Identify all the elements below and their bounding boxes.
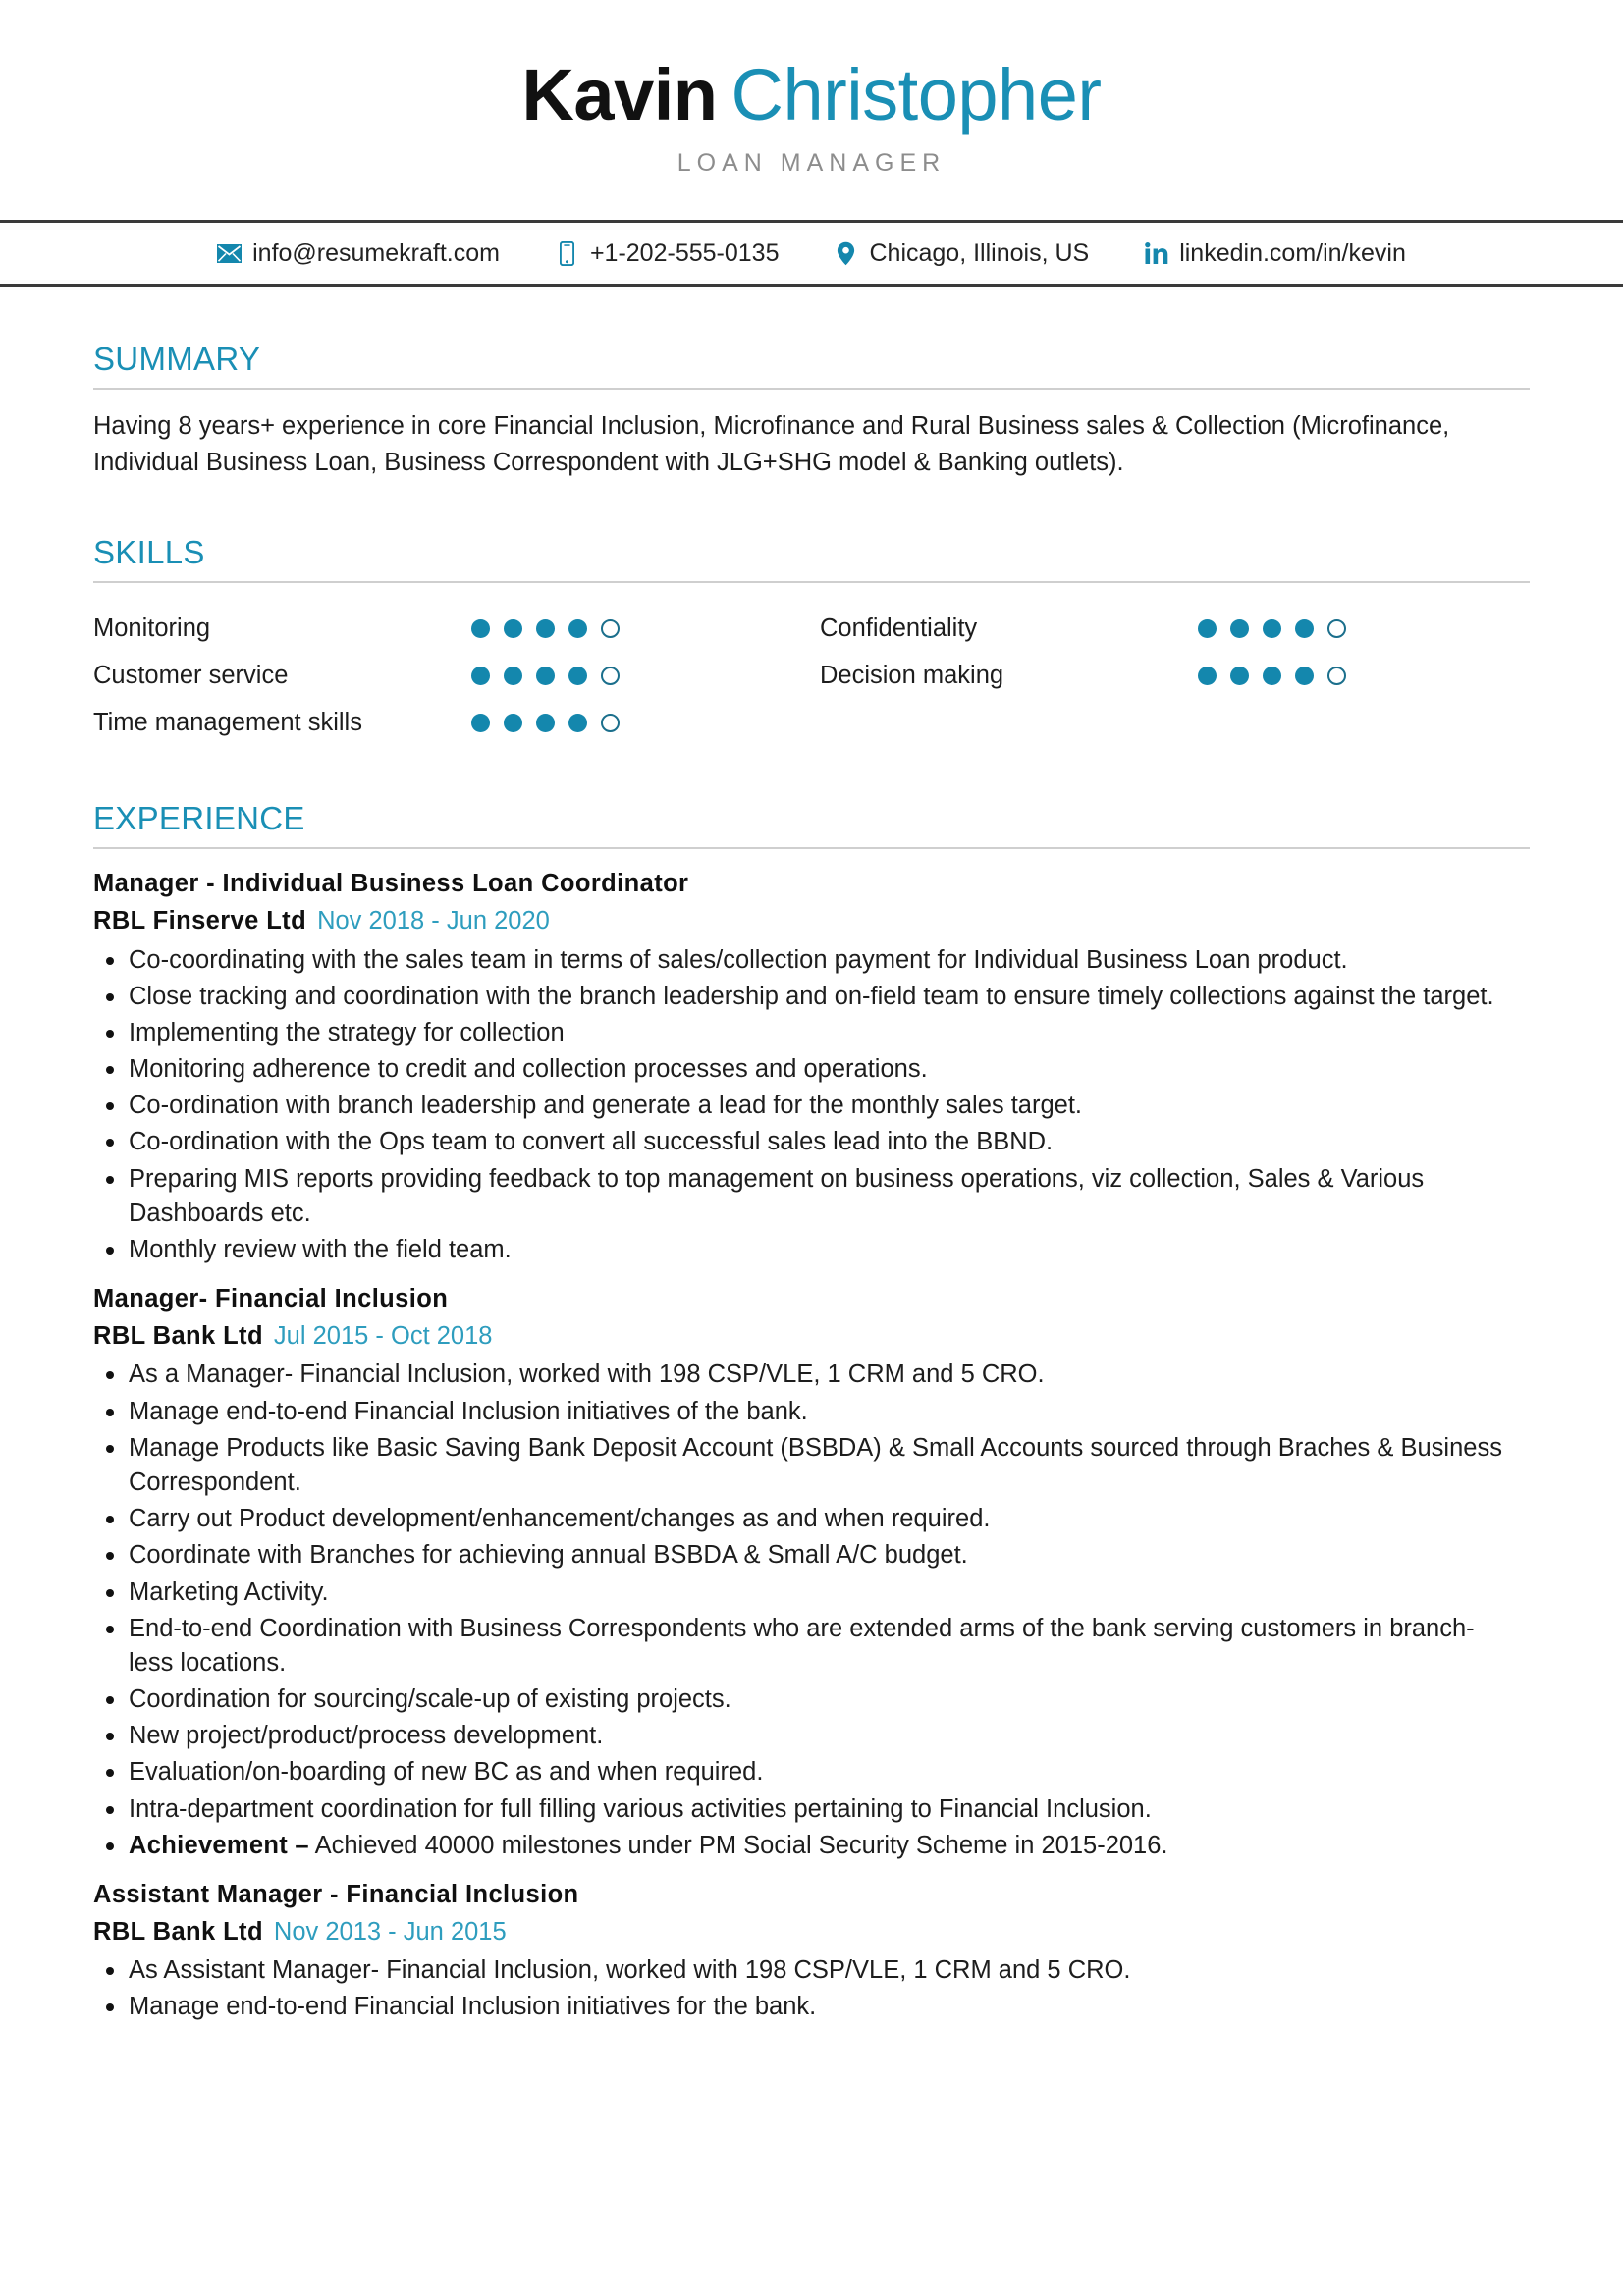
contact-linkedin[interactable] bbox=[1144, 240, 1406, 268]
rating-dot-filled bbox=[471, 667, 490, 685]
section-experience bbox=[93, 801, 1530, 2025]
candidate-first-name: Kavin bbox=[521, 54, 718, 135]
job-bullet: Intra-department coordination for full filling various activities pertaining to Financial Inclusion. bbox=[93, 1792, 1518, 1827]
job-bullet: Coordinate with Branches for achieving annual BSBDA & Small A/C budget. bbox=[93, 1538, 1518, 1573]
job-bullet: Monthly review with the field team. bbox=[93, 1233, 1518, 1267]
job-bullet: Co-ordination with branch leadership and generate a lead for the monthly sales target. bbox=[93, 1089, 1518, 1123]
job-dates: Jul 2015 - Oct 2018 bbox=[273, 1322, 493, 1351]
rating-dot-filled bbox=[504, 667, 522, 685]
job-bullet: Close tracking and coordination with the branch leadership and on-field team to ensure timely collections against the target. bbox=[93, 980, 1518, 1014]
job-bullet-list bbox=[93, 1953, 1530, 2024]
experience-item bbox=[93, 1877, 1530, 2025]
job-company: RBL Bank Ltd bbox=[93, 1918, 263, 1947]
rating-dot-filled bbox=[568, 667, 587, 685]
skill-name: Decision making bbox=[820, 661, 1004, 689]
rating-dot-filled bbox=[471, 714, 490, 732]
rating-dot-filled bbox=[1295, 667, 1314, 685]
job-bullet: Manage end-to-end Financial Inclusion initiatives of the bank. bbox=[93, 1395, 1518, 1429]
rating-dot-filled bbox=[1198, 667, 1217, 685]
section-divider bbox=[93, 388, 1530, 390]
skill-rating bbox=[471, 714, 620, 732]
email-icon bbox=[217, 241, 242, 266]
rating-dot-filled bbox=[1198, 619, 1217, 638]
section-title-summary: SUMMARY bbox=[93, 341, 261, 377]
job-company-line bbox=[93, 902, 1530, 939]
job-bullet bbox=[93, 1829, 1518, 1863]
rating-dot-filled bbox=[504, 714, 522, 732]
contact-linkedin-value: linkedin.com/in/kevin bbox=[1179, 239, 1406, 267]
contact-email[interactable] bbox=[217, 240, 500, 268]
job-company: RBL Bank Ltd bbox=[93, 1322, 263, 1351]
job-dates: Nov 2018 - Jun 2020 bbox=[317, 907, 550, 935]
rating-dot-filled bbox=[471, 619, 490, 638]
skill-rating bbox=[1198, 619, 1346, 638]
job-company-line bbox=[93, 1913, 1530, 1950]
candidate-job-title: LOAN MANAGER bbox=[676, 149, 947, 177]
skill-row bbox=[820, 605, 1530, 652]
rating-dot-empty bbox=[601, 714, 620, 732]
job-company: RBL Finserve Ltd bbox=[93, 907, 307, 935]
section-title-skills: SKILLS bbox=[93, 533, 205, 570]
rating-dot-filled bbox=[568, 619, 587, 638]
candidate-last-name: Christopher bbox=[730, 54, 1102, 135]
contact-email-value: info@resumekraft.com bbox=[252, 239, 500, 267]
job-bullet: Monitoring adherence to credit and collection processes and operations. bbox=[93, 1052, 1518, 1087]
rating-dot-empty bbox=[601, 619, 620, 638]
job-bullet-list bbox=[93, 943, 1530, 1268]
skill-name: Time management skills bbox=[93, 708, 362, 736]
job-bullet: As Assistant Manager- Financial Inclusion, worked with 198 CSP/VLE, 1 CRM and 5 CRO. bbox=[93, 1953, 1518, 1988]
skill-name: Monitoring bbox=[93, 614, 211, 642]
job-bullet: Evaluation/on-boarding of new BC as and when required. bbox=[93, 1755, 1518, 1789]
job-bullet: Marketing Activity. bbox=[93, 1575, 1518, 1610]
section-summary bbox=[93, 342, 1530, 480]
rating-dot-filled bbox=[504, 619, 522, 638]
job-bullet: As a Manager- Financial Inclusion, worked with 198 CSP/VLE, 1 CRM and 5 CRO. bbox=[93, 1358, 1518, 1392]
rating-dot-filled bbox=[568, 714, 587, 732]
skill-rating bbox=[471, 619, 620, 638]
job-dates: Nov 2013 - Jun 2015 bbox=[273, 1918, 507, 1947]
job-role: Manager- Financial Inclusion bbox=[93, 1285, 449, 1313]
skill-rating bbox=[1198, 667, 1346, 685]
experience-item bbox=[93, 866, 1530, 1267]
job-bullet: Implementing the strategy for collection bbox=[93, 1016, 1518, 1050]
job-bullet: End-to-end Coordination with Business Correspondents who are extended arms of the bank serving customers in branch-less locations. bbox=[93, 1612, 1518, 1681]
contact-phone[interactable] bbox=[555, 240, 780, 268]
rating-dot-empty bbox=[601, 667, 620, 685]
contact-location[interactable] bbox=[834, 240, 1089, 268]
rating-dot-filled bbox=[1230, 667, 1249, 685]
rating-dot-filled bbox=[536, 714, 555, 732]
section-title-experience: EXPERIENCE bbox=[93, 800, 305, 836]
skill-name: Confidentiality bbox=[820, 614, 978, 642]
candidate-name bbox=[0, 54, 1623, 135]
job-bullet: Manage end-to-end Financial Inclusion initiatives for the bank. bbox=[93, 1990, 1518, 2024]
job-bullet: New project/product/process development. bbox=[93, 1719, 1518, 1753]
skill-row bbox=[93, 605, 820, 652]
job-bullet: Co-coordinating with the sales team in terms of sales/collection payment for Individual Business Loan product. bbox=[93, 943, 1518, 978]
job-bullet: Carry out Product development/enhancement/changes as and when required. bbox=[93, 1502, 1518, 1536]
job-bullet: Preparing MIS reports providing feedback to top management on business operations, viz collection, Sales & Various Dashboards etc. bbox=[93, 1162, 1518, 1231]
rating-dot-empty bbox=[1327, 619, 1346, 638]
phone-icon bbox=[555, 241, 579, 266]
job-bullet: Co-ordination with the Ops team to convert all successful sales lead into the BBND. bbox=[93, 1125, 1518, 1159]
skills-grid bbox=[93, 605, 1530, 746]
location-icon bbox=[834, 241, 858, 266]
rating-dot-filled bbox=[536, 619, 555, 638]
section-divider bbox=[93, 847, 1530, 849]
resume-header bbox=[0, 0, 1623, 178]
job-bullet-list bbox=[93, 1358, 1530, 1863]
job-bullet: Coordination for sourcing/scale-up of existing projects. bbox=[93, 1682, 1518, 1717]
job-company-line bbox=[93, 1317, 1530, 1355]
skill-row bbox=[820, 652, 1530, 699]
summary-text: Having 8 years+ experience in core Financial Inclusion, Microfinance and Rural Business sales & Collection (Microfinance, Individual Business Loan, Business Correspondent with JLG+SHG model & Banking outlets). bbox=[93, 412, 1450, 476]
contact-phone-value: +1-202-555-0135 bbox=[589, 239, 780, 267]
skill-row bbox=[93, 699, 820, 746]
section-divider bbox=[93, 581, 1530, 583]
rating-dot-filled bbox=[1263, 619, 1281, 638]
resume-body bbox=[0, 342, 1623, 2025]
header-rule-bottom bbox=[0, 284, 1623, 287]
rating-dot-filled bbox=[1295, 619, 1314, 638]
section-skills bbox=[93, 535, 1530, 746]
experience-item bbox=[93, 1281, 1530, 1863]
job-role: Assistant Manager - Financial Inclusion bbox=[93, 1881, 579, 1909]
job-role: Manager - Individual Business Loan Coordinator bbox=[93, 870, 689, 898]
contact-location-value: Chicago, Illinois, US bbox=[869, 239, 1090, 267]
rating-dot-filled bbox=[1230, 619, 1249, 638]
rating-dot-filled bbox=[536, 667, 555, 685]
experience-list bbox=[93, 866, 1530, 2024]
skill-rating bbox=[471, 667, 620, 685]
rating-dot-empty bbox=[1327, 667, 1346, 685]
skill-row bbox=[93, 652, 820, 699]
rating-dot-filled bbox=[1263, 667, 1281, 685]
skill-name: Customer service bbox=[93, 661, 289, 689]
job-bullet-text: Achieved 40000 milestones under PM Social Security Scheme in 2015-2016. bbox=[308, 1831, 1168, 1859]
contact-bar bbox=[0, 223, 1623, 284]
linkedin-icon bbox=[1144, 241, 1168, 266]
job-bullet-lead: Achievement – bbox=[129, 1831, 309, 1859]
job-bullet: Manage Products like Basic Saving Bank Deposit Account (BSBDA) & Small Accounts sourced through Braches & Business Correspondent. bbox=[93, 1431, 1518, 1500]
